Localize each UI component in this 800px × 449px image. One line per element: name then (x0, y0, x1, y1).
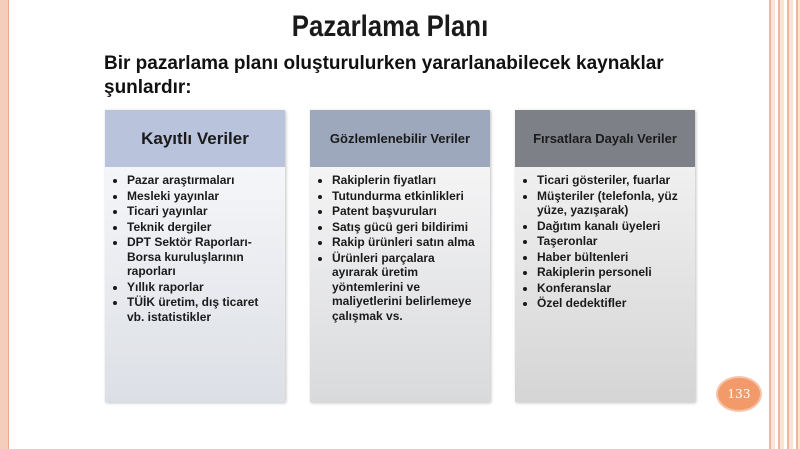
column-body (310, 167, 490, 402)
right-border-decoration (766, 0, 800, 449)
list-item: • Yıllık raporlar (127, 280, 277, 295)
list-item: • Dağıtım kanalı üyeleri (537, 219, 687, 234)
list-item: • Rakiplerin personeli (537, 265, 687, 280)
column-kayitli-veriler (105, 110, 285, 402)
list-item: • Rakiplerin fiyatları (332, 173, 482, 188)
list-item: • Teknik dergiler (127, 220, 277, 235)
list-item: • DPT Sektör Raporları-Borsa kuruluşlarının raporları (127, 235, 277, 279)
slide-title: Pazarlama Planı (291, 10, 489, 43)
page-number-badge: 133 (716, 376, 762, 412)
column-header: Gözlemlenebilir Veriler (310, 110, 490, 167)
list-item: • Müşteriler (telefonla, yüz yüze, yazışarak) (537, 189, 687, 218)
left-border-decoration (0, 0, 9, 449)
item-list (523, 173, 687, 311)
item-list (318, 173, 482, 323)
list-item: • Tutundurma etkinlikleri (332, 189, 482, 204)
list-item: • Ticari gösteriler, fuarlar (537, 173, 687, 188)
list-item: • Patent başvuruları (332, 204, 482, 219)
column-body (105, 167, 285, 402)
list-item: • Özel dedektifler (537, 296, 687, 311)
column-header: Fırsatlara Dayalı Veriler (515, 110, 695, 167)
list-item: • Mesleki yayınlar (127, 189, 277, 204)
column-firsatlara-dayali-veriler (515, 110, 695, 402)
list-item: • TÜİK üretim, dış ticaret vb. istatistikler (127, 295, 277, 324)
column-header: Kayıtlı Veriler (105, 110, 285, 167)
list-item: • Konferanslar (537, 281, 687, 296)
column-body (515, 167, 695, 402)
list-item: • Satış gücü geri bildirimi (332, 220, 482, 235)
slide-subtitle: Bir pazarlama planı oluşturulurken yararlanabilecek kaynaklar şunlardır: (104, 53, 664, 98)
list-item: • Rakip ürünleri satın alma (332, 235, 482, 250)
list-item: • Ticari yayınlar (127, 204, 277, 219)
column-gozlemlenebilir-veriler (310, 110, 490, 402)
list-item: • Pazar araştırmaları (127, 173, 277, 188)
list-item: • Taşeronlar (537, 234, 687, 249)
list-item: • Ürünleri parçalara ayırarak üretim yöntemlerini ve maliyetlerini belirlemeye çalışmak vs. (332, 251, 482, 324)
list-item: • Haber bültenleri (537, 250, 687, 265)
item-list (113, 173, 277, 324)
